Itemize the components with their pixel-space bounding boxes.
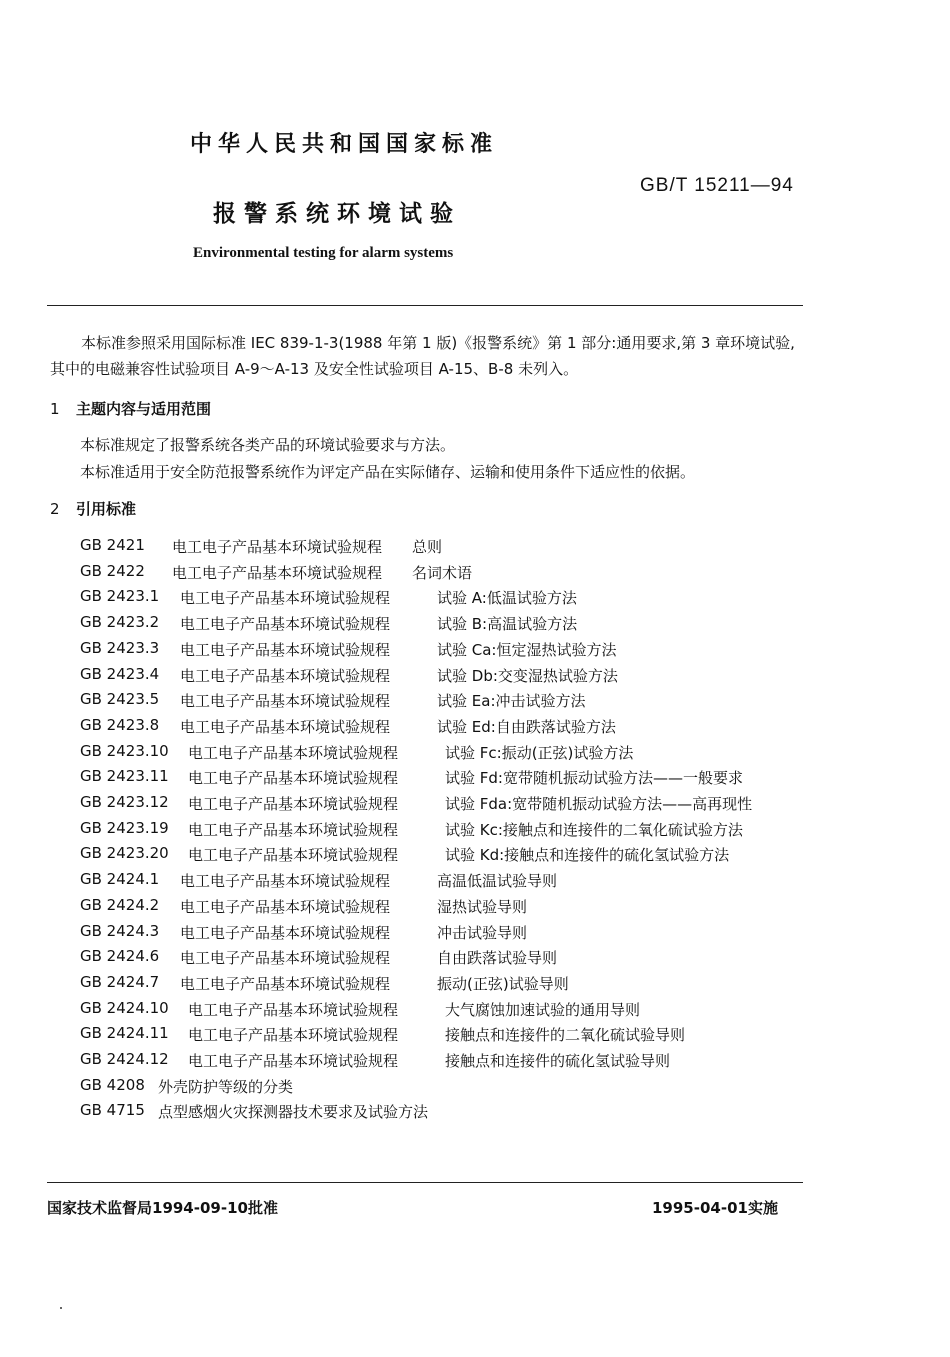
reference-name: 电工电子产品基本环境试验规程: [188, 1000, 399, 1019]
reference-test: 接触点和连接件的硫化氢试验导则: [445, 1052, 671, 1070]
section-1-number: 1: [50, 400, 60, 418]
document-title-cn: 报警系统环境试验: [213, 201, 461, 227]
reference-name: 电工电子产品基本环境试验规程: [188, 1052, 399, 1070]
reference-name: 电工电子产品基本环境试验规程: [180, 974, 391, 993]
reference-test: 大气腐蚀加速试验的通用导则: [445, 1000, 641, 1019]
section-2-heading: [50, 498, 136, 519]
reference-test: 高温低温试验导则: [437, 872, 558, 891]
reference-test: 试验 B:高温试验方法: [437, 615, 578, 634]
reference-name: 电工电子产品基本环境试验规程: [188, 743, 399, 762]
reference-code: GB 4715: [80, 1101, 145, 1120]
reference-test: 总则: [412, 538, 443, 556]
reference-name: 点型感烟火灾探测器技术要求及试验方法: [158, 1103, 429, 1122]
reference-test: 冲击试验导则: [437, 923, 528, 942]
reference-name: 电工电子产品基本环境试验规程: [180, 615, 391, 634]
reference-code: GB 2424.10: [80, 998, 169, 1017]
scan-speck: [60, 1307, 62, 1309]
reference-code: GB 2424.2: [80, 895, 160, 914]
reference-name: 电工电子产品基本环境试验规程: [180, 640, 391, 659]
reference-code: GB 2423.20: [80, 844, 169, 863]
reference-test: 自由跌落试验导则: [437, 949, 558, 968]
reference-name: 电工电子产品基本环境试验规程: [180, 717, 391, 736]
section-1-heading: [50, 398, 211, 419]
reference-test: 试验 Ea:冲击试验方法: [437, 692, 586, 711]
reference-name: 电工电子产品基本环境试验规程: [180, 589, 391, 608]
reference-code: GB 2423.19: [80, 818, 169, 837]
reference-name: 电工电子产品基本环境试验规程: [180, 666, 391, 685]
footer-divider: [47, 1182, 803, 1183]
section-2-number: 2: [50, 500, 60, 518]
reference-name: 电工电子产品基本环境试验规程: [180, 897, 391, 916]
reference-name: 电工电子产品基本环境试验规程: [188, 769, 399, 788]
reference-code: GB 2424.7: [80, 972, 160, 991]
reference-code: GB 2424.11: [80, 1024, 169, 1043]
reference-name: 电工电子产品基本环境试验规程: [180, 692, 391, 711]
reference-name: 电工电子产品基本环境试验规程: [180, 949, 391, 968]
effective-date: 1995-04-01实施: [652, 1199, 778, 1217]
reference-code: GB 2422: [80, 561, 145, 580]
reference-name: 电工电子产品基本环境试验规程: [188, 846, 399, 865]
reference-test: 试验 Ca:恒定湿热试验方法: [437, 640, 617, 659]
reference-code: GB 2423.2: [80, 613, 160, 632]
reference-code: GB 2424.12: [80, 1050, 169, 1068]
reference-name: 电工电子产品基本环境试验规程: [188, 820, 399, 839]
reference-test: 接触点和连接件的二氧化硫试验导则: [445, 1026, 686, 1045]
reference-test: 振动(正弦)试验导则: [437, 974, 569, 993]
section-1-title: 主题内容与适用范围: [76, 400, 212, 418]
reference-code: GB 2423.3: [80, 638, 160, 657]
reference-code: GB 2424.1: [80, 870, 160, 889]
reference-name: 电工电子产品基本环境试验规程: [188, 795, 399, 813]
reference-name: 电工电子产品基本环境试验规程: [180, 872, 391, 891]
reference-code: GB 2423.1: [80, 587, 160, 606]
reference-test: 试验 Fda:宽带随机振动试验方法——高再现性: [445, 795, 753, 813]
reference-code: GB 2423.5: [80, 690, 160, 709]
section-2-title: 引用标准: [76, 500, 137, 518]
reference-name: 电工电子产品基本环境试验规程: [172, 538, 383, 556]
reference-code: GB 2424.3: [80, 921, 160, 940]
reference-test: 试验 Fd:宽带随机振动试验方法——一般要求: [445, 769, 743, 788]
reference-code: GB 2423.8: [80, 715, 160, 734]
reference-code: GB 2423.12: [80, 793, 169, 811]
reference-name: 电工电子产品基本环境试验规程: [180, 923, 391, 942]
header-divider: [47, 305, 803, 306]
reference-name: 外壳防护等级的分类: [158, 1077, 294, 1096]
reference-code: GB 2424.6: [80, 947, 160, 966]
reference-test: 试验 Ed:自由跌落试验方法: [437, 717, 616, 736]
approval-date: 国家技术监督局1994-09-10批准: [47, 1199, 278, 1217]
reference-test: 试验 Fc:振动(正弦)试验方法: [445, 743, 634, 762]
reference-test: 试验 Kd:接触点和连接件的硫化氢试验方法: [445, 846, 730, 865]
reference-test: 试验 Db:交变湿热试验方法: [437, 666, 618, 685]
intro-paragraph: 本标准参照采用国际标准 IEC 839-1-3(1988 年第 1 版)《报警系统》第 1 部分:通用要求,第 3 章环境试验,其中的电磁兼容性试验项目 A-9～A-13 及安全性试验项目 A-15、B-8 未列入。: [50, 334, 795, 378]
reference-code: GB 2423.10: [80, 741, 169, 760]
reference-test: 湿热试验导则: [437, 897, 528, 916]
reference-code: GB 4208: [80, 1075, 145, 1094]
document-org-title: 中华人民共和国国家标准: [190, 132, 499, 157]
reference-test: 试验 A:低温试验方法: [437, 589, 577, 608]
reference-name: 电工电子产品基本环境试验规程: [172, 563, 383, 582]
standard-code: GB/T 15211—94: [640, 175, 794, 196]
reference-code: GB 2423.4: [80, 664, 160, 683]
reference-test: 试验 Kc:接触点和连接件的二氧化硫试验方法: [445, 820, 743, 839]
reference-name: 电工电子产品基本环境试验规程: [188, 1026, 399, 1045]
section-1-line-1: 本标准规定了报警系统各类产品的环境试验要求与方法。: [80, 436, 456, 454]
document-title-en: Environmental testing for alarm systems: [193, 245, 454, 261]
reference-test: 名词术语: [412, 563, 473, 582]
section-1-line-2: 本标准适用于安全防范报警系统作为评定产品在实际储存、运输和使用条件下适应性的依据。: [80, 463, 696, 481]
reference-code: GB 2423.11: [80, 767, 169, 786]
reference-code: GB 2421: [80, 536, 145, 554]
